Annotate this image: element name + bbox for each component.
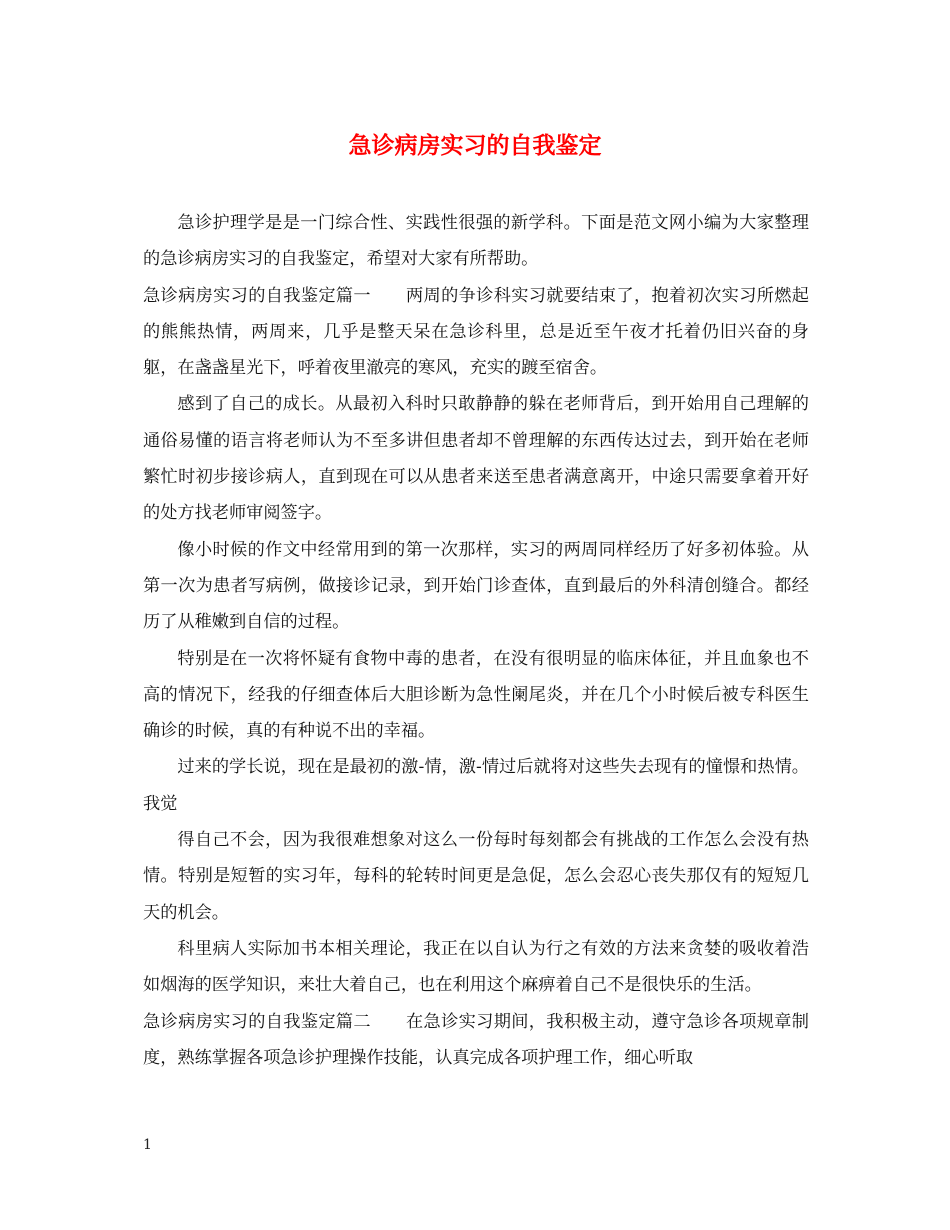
paragraph-enthusiasm: 得自己不会，因为我很难想象对这么一份每时每刻都会有挑战的工作怎么会没有热情。特别是短暂的实习年，每科的轮转时间更是急促，怎么会忍心丧失那仅有的短短几天的机会。 [143, 830, 809, 923]
paragraph-senior-advice: 过来的学长说，现在是最初的激-情，激-情过后就将对这些失去现有的憧憬和热情。我觉 [143, 757, 809, 814]
document-body [143, 205, 809, 1076]
page-number: 1 [143, 1137, 152, 1153]
paragraph-first-experiences: 像小时候的作文中经常用到的第一次那样，实习的两周同样经历了好多初体验。从第一次为患者写病例，做接诊记录，到开始门诊查体，直到最后的外科清创缝合。都经历了从稚嫩到自信的过程。 [143, 539, 809, 633]
paragraph-intro: 急诊护理学是是一门综合性、实践性很强的新学科。下面是范文网小编为大家整理的急诊病房实习的自我鉴定，希望对大家有所帮助。 [143, 213, 809, 270]
paragraph-section-two-heading: 急诊病房实习的自我鉴定篇二 在急诊实习期间，我积极主动，遵守急诊各项规章制度，熟练掌握各项急诊护理操作技能，认真完成各项护理工作，细心听取 [143, 1011, 809, 1068]
paragraph-diagnosis: 特别是在一次将怀疑有食物中毒的患者，在没有很明显的临床体征，并且血象也不高的情况下，经我的仔细查体后大胆诊断为急性阑尾炎，并在几个小时候后被专科医生确诊的时候，真的有种说不出的幸福。 [143, 648, 809, 742]
paragraph-learning: 科里病人实际加书本相关理论，我正在以自认为行之有效的方法来贪婪的吸收着浩如烟海的医学知识，来壮大着自己，也在利用这个麻痹着自己不是很快乐的生活。 [143, 938, 809, 996]
paragraph-growth: 感到了自己的成长。从最初入科时只敢静静的躲在老师背后，到开始用自己理解的通俗易懂的语言将老师认为不至多讲但患者却不曾理解的东西传达过去，到开始在老师繁忙时初步接诊病人，直到现在可以从患者来送至患者满意离开，中途只需要拿着开好的处方找老师审阅签字。 [143, 394, 809, 524]
paragraph-section-one-heading: 急诊病房实习的自我鉴定篇一 两周的争诊科实习就要结束了，抱着初次实习所燃起的熊熊热情，两周来，几乎是整天呆在急诊科里，总是近至午夜才托着仍旧兴奋的身躯，在盏盏星光下，呼着夜里澈亮的寒风，充实的踱至宿舍。 [143, 285, 809, 379]
document-title: 急诊病房实习的自我鉴定 [348, 133, 602, 159]
